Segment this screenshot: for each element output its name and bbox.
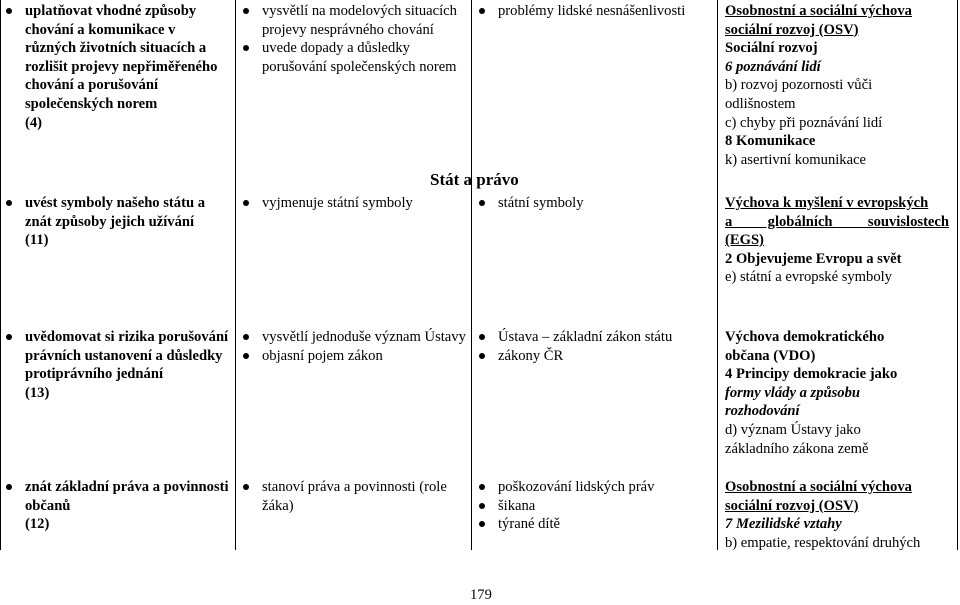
curriculum-item: vyjmenuje státní symboly [237,194,467,213]
row1-topics [473,2,713,21]
topic-item: týrané dítě [473,515,713,534]
row4-curriculum [237,478,467,515]
topic-item: problémy lidské nesnášenlivosti [473,2,713,21]
row1-outcome [0,2,230,132]
page-number: 179 [470,587,492,603]
table-border-right [957,0,958,550]
topic-item: státní symboly [473,194,713,213]
row3-outcome [0,328,230,402]
curriculum-item: vysvětlí jednoduše význam Ústavy [237,328,467,347]
row1-curriculum [237,2,467,76]
table-border-col3 [717,0,718,550]
row3-curriculum [237,328,467,365]
table-border-col2-upper [471,0,472,190]
row4-outcome [0,478,230,534]
topic-item: šikana [473,497,713,516]
row2-outcome-item: uvést symboly našeho státu a znát způsoby jejich užívání (11) [0,194,230,250]
row2-topics [473,194,713,213]
row2-outcome [0,194,230,250]
table-border-col1 [235,0,236,550]
row3-topics [473,328,713,365]
row1-outcome-item: uplatňovat vhodné způsoby chování a komunikace v různých životních situacích a rozlišit projevy nepřiměřeného chování a porušování společenských norem (4) [0,2,230,132]
row2-cross-curricular: Výchova k myšlení v evropských a globálních souvislostech (EGS) 2 Objevujeme Evropu a svět e) státní a evropské symboly [725,195,949,286]
row4-outcome-item: znát základní práva a povinnosti občanů (12) [0,478,230,534]
row4-cross-curricular: Osobnostní a sociální výchova sociální rozvoj (OSV) 7 Mezilidské vztahy b) empatie, respektování druhých [725,479,921,551]
table-border-col2-lower [471,190,472,550]
curriculum-item: objasní pojem zákon [237,347,467,366]
curriculum-item: uvede dopady a důsledky porušování společenských norem [237,39,467,76]
row3-outcome-item: uvědomovat si rizika porušování právních ustanovení a důsledky protiprávního jednání (13) [0,328,230,402]
row4-topics [473,478,713,534]
curriculum-item: vysvětlí na modelových situacích projevy nesprávného chování [237,2,467,39]
topic-item: Ústava – základní zákon státu [473,328,713,347]
row1-cross-curricular: Osobnostní a sociální výchova sociální rozvoj (OSV) Sociální rozvoj 6 poznávání lidí b) rozvoj pozornosti vůči odlišnostem c) chyby při poznávání lidí 8 Komunikace k) asertivní komunikace [725,3,912,168]
topic-item: zákony ČR [473,347,713,366]
topic-item: poškozování lidských práv [473,478,713,497]
section-title: Stát a právo [430,170,519,189]
curriculum-item: stanoví práva a povinnosti (role žáka) [237,478,467,515]
row2-curriculum [237,194,467,213]
row3-cross-curricular: Výchova demokratického občana (VDO) 4 Principy demokracie jako formy vlády a způsobu rozhodování d) význam Ústavy jako základního zákona země [725,329,898,457]
